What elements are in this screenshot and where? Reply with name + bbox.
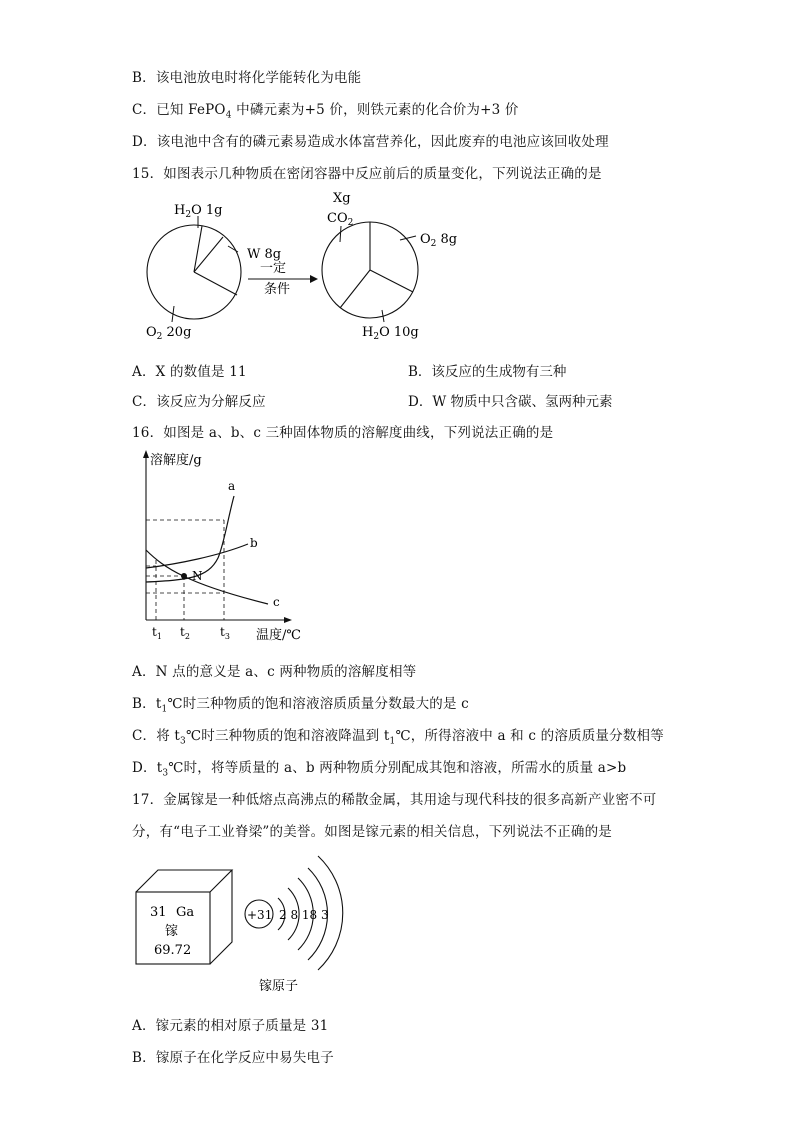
atomic-number: 31: [150, 905, 167, 920]
after-h2o-label: $H_2O$ 10g: [362, 325, 419, 342]
q15-option-d: D．W 物质中只含碳、氢两种元素: [408, 394, 613, 410]
curve-b-label: b: [250, 536, 258, 550]
t2-tick-label: $t_2$: [180, 625, 190, 641]
element-symbol: Ga: [176, 905, 195, 920]
q15-pie-diagram: [130, 186, 470, 346]
element-name: 镓: [165, 924, 179, 939]
gallium-diagram: [130, 848, 350, 998]
t3-tick-label: $t_3$: [220, 625, 230, 641]
before-w-label: W 8g: [247, 247, 282, 262]
q16-option-b: B．$t_1℃$时三种物质的饱和溶液溶质质量分数最大的是 c: [132, 696, 469, 715]
x-axis-label: 温度/℃: [256, 628, 301, 643]
atom-caption: 镓原子: [259, 979, 299, 994]
point-n: [181, 573, 187, 579]
curve-a: [146, 496, 234, 582]
arrow-condition-bottom: 条件: [264, 282, 291, 297]
t1-tick-label: $t_1$: [152, 625, 162, 641]
point-n-label: N: [192, 569, 203, 583]
q17-stem-line1: 17．金属镓是一种低熔点高沸点的稀散金属，其用途与现代科技的很多高新产业密不可: [132, 792, 657, 808]
after-o2-label: $O_2$ 8g: [420, 232, 458, 249]
nucleus-charge: +31: [247, 908, 273, 922]
curve-c: [146, 550, 268, 604]
y-axis-label: 溶解度/g: [150, 453, 202, 468]
curve-b: [146, 544, 248, 568]
q15-option-c: C．该反应为分解反应: [132, 394, 266, 410]
q17-option-a: A．镓元素的相对原子质量是 31: [132, 1018, 329, 1034]
atomic-mass: 69.72: [154, 943, 192, 958]
arrow-condition-top: 一定: [260, 261, 287, 276]
after-co2-label: $CO_2$: [327, 211, 354, 228]
curve-c-label: c: [273, 595, 280, 609]
before-o2-label: $O_2$ 20g: [146, 325, 192, 342]
curve-a-label: a: [228, 479, 236, 493]
before-h2o-label: $H_2O$ 1g: [174, 203, 223, 220]
electron-shells: 2 8 18 3: [279, 908, 329, 922]
q16-option-d: D．$t_3℃$时，将等质量的 a、b 两种物质分别配成其饱和溶液，所需水的质量 a>b: [132, 760, 627, 779]
q14-option-d: D．该电池中含有的磷元素易造成水体富营养化，因此废弃的电池应该回收处理: [132, 134, 609, 150]
q16-stem: 16．如图是 a、b、c 三种固体物质的溶解度曲线，下列说法正确的是: [132, 425, 554, 441]
q17-option-b: B．镓原子在化学反应中易失电子: [132, 1050, 334, 1066]
solubility-curve-chart: [128, 448, 328, 648]
q15-option-b: B．该反应的生成物有三种: [408, 364, 567, 380]
q16-option-a: A．N 点的意义是 a、c 两种物质的溶解度相等: [132, 664, 417, 680]
q14-option-c: C．已知 FePO$_4$ 中磷元素为+5 价，则铁元素的化合价为+3 价: [132, 102, 519, 121]
q15-option-a: A．X 的数值是 11: [132, 364, 247, 380]
q14-option-b: B．该电池放电时将化学能转化为电能: [132, 70, 362, 86]
q15-stem: 15．如图表示几种物质在密闭容器中反应前后的质量变化，下列说法正确的是: [132, 166, 602, 182]
q16-option-c: C．将 $t_3℃$时三种物质的饱和溶液降温到 $t_1℃$，所得溶液中 a 和 c 的溶质质量分数相等: [132, 728, 664, 747]
after-x-label: Xg: [333, 191, 351, 206]
q17-stem-line2: 分，有“电子工业脊梁”的美誉。如图是镓元素的相关信息，下列说法不正确的是: [132, 824, 613, 840]
